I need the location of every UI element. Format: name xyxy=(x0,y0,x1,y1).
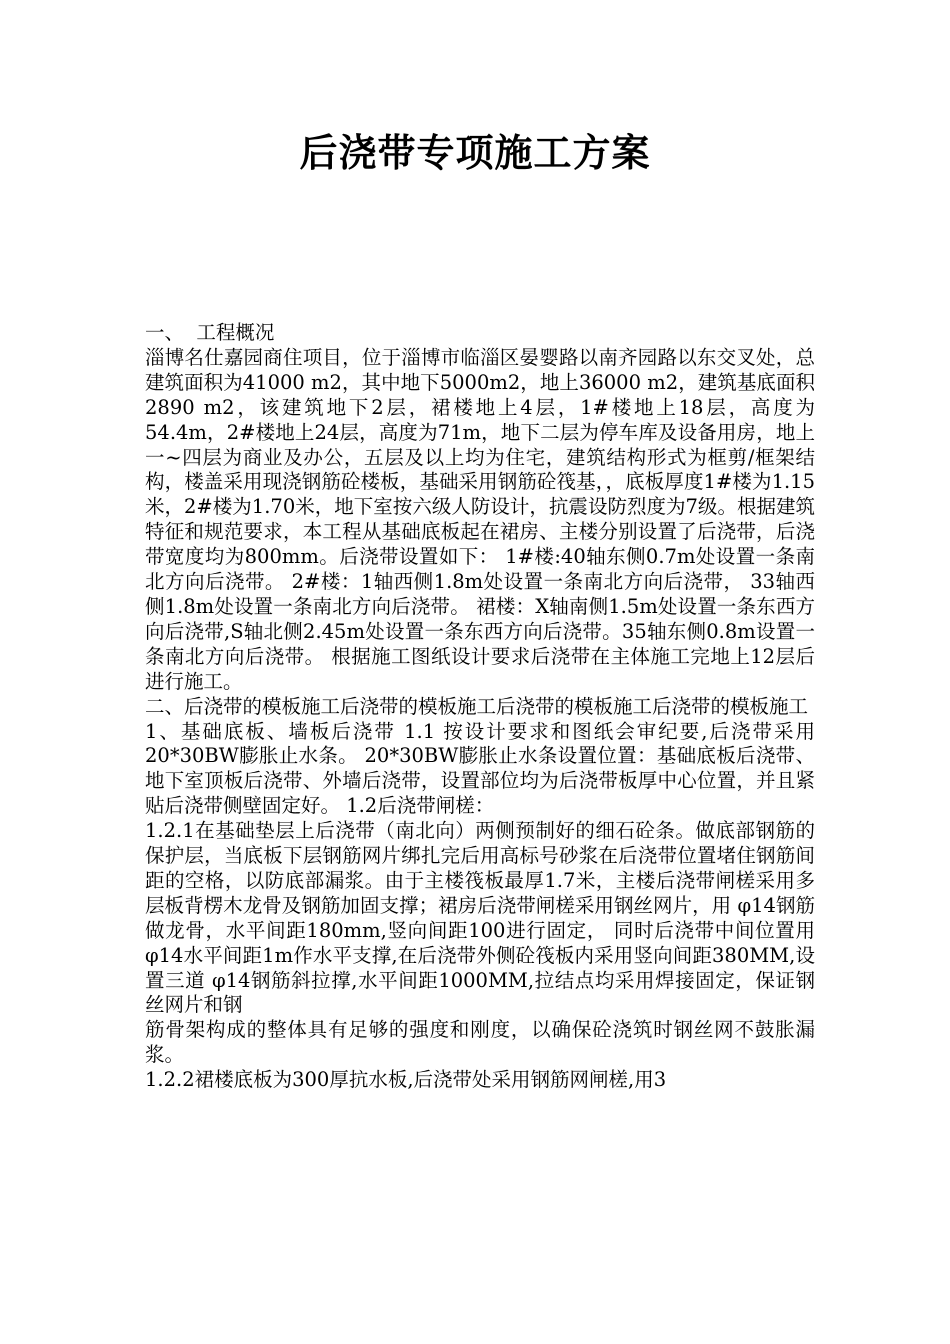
section-heading-formwork: 二、后浇带的模板施工后浇带的模板施工后浇带的模板施工后浇带的模板施工 xyxy=(145,694,809,718)
page-title: 后浇带专项施工方案 xyxy=(299,130,651,175)
paragraph-project-overview: 淄博名仕嘉园商住项目，位于淄博市临淄区晏婴路以南齐园路以东交叉处，总建筑面积为41000 m2，其中地下5000m2，地上36000 m2，建筑基底面积2890 m2，该建筑地下2层，裙楼地上4层，1#楼地上18层，高度为54.4m，2#楼地上24层，高度为71m，地下二层为停车库及设备用房，地上一~四层为商业及办公，五层及以上均为住宅，建筑结构形式为框剪/框架结构，楼盖采用现浇钢筋砼楼板，基础采用钢筋砼筏基，，底板厚度1#楼为1.15米，2#楼为1.70米，地下室按六级人防设计，抗震设防烈度为7级。根据建筑特征和规范要求，本工程从基础底板起在裙房、主楼分别设置了后浇带，后浇带宽度均为800mm。后浇带设置如下： 1#楼:40轴东侧0.7m处设置一条南北方向后浇带。 2#楼：1轴西侧1.8m处设置一条南北方向后浇带， 33轴西侧1.8m处设置一条南北方向后浇带。 裙楼：X轴南侧1.5m处设置一条东西方向后浇带,S轴北侧2.45m处设置一条东西方向后浇带。35轴东侧0.8m设置一条南北方向后浇带。 根据施工图纸设计要求后浇带在主体施工完地上12层后进行施工。 xyxy=(145,345,815,693)
paragraph-1-2-1: 1.2.1在基础垫层上后浇带（南北向）两侧预制好的细石砼条。做底部钢筋的保护层，当底板下层钢筋网片绑扎完后用高标号砂浆在后浇带位置堵住钢筋间距的空格，以防底部漏浆。由于主楼筏板最厚1.7米，主楼后浇带闸槎采用多层板背楞木龙骨及钢筋加固支撑；裙房后浇带闸槎采用钢丝网片，用 φ14钢筋做龙骨，水平间距180mm,竖向间距100进行固定， 同时后浇带中间位置用φ14水平间距1m作水平支撑,在后浇带外侧砼筏板内采用竖向间距380MM,设置三道 φ14钢筋斜拉撑,水平间距1000MM,拉结点均采用焊接固定，保证钢丝网片和钢 xyxy=(145,819,815,1017)
section-heading-overview: 一、 工程概况 xyxy=(145,321,275,344)
paragraph-foundation-post-pour-strip: 1、基础底板、墙板后浇带 1.1 按设计要求和图纸会审纪要,后浇带采用20*30BW膨胀止水条。 20*30BW膨胀止水条设置位置：基础底板后浇带、地下室顶板后浇带、外墙后浇带，设置部位均为后浇带板厚中心位置，并且紧贴后浇带侧壁固定好。 1.2后浇带闸槎： xyxy=(145,719,815,818)
paragraph-1-2-1-continued: 筋骨架构成的整体具有足够的强度和刚度，以确保砼浇筑时钢丝网不鼓胀漏浆。 xyxy=(145,1018,815,1067)
paragraph-1-2-2: 1.2.2裙楼底板为300厚抗水板,后浇带处采用钢筋网闸槎,用3 xyxy=(145,1068,667,1092)
document-body xyxy=(145,321,815,1093)
